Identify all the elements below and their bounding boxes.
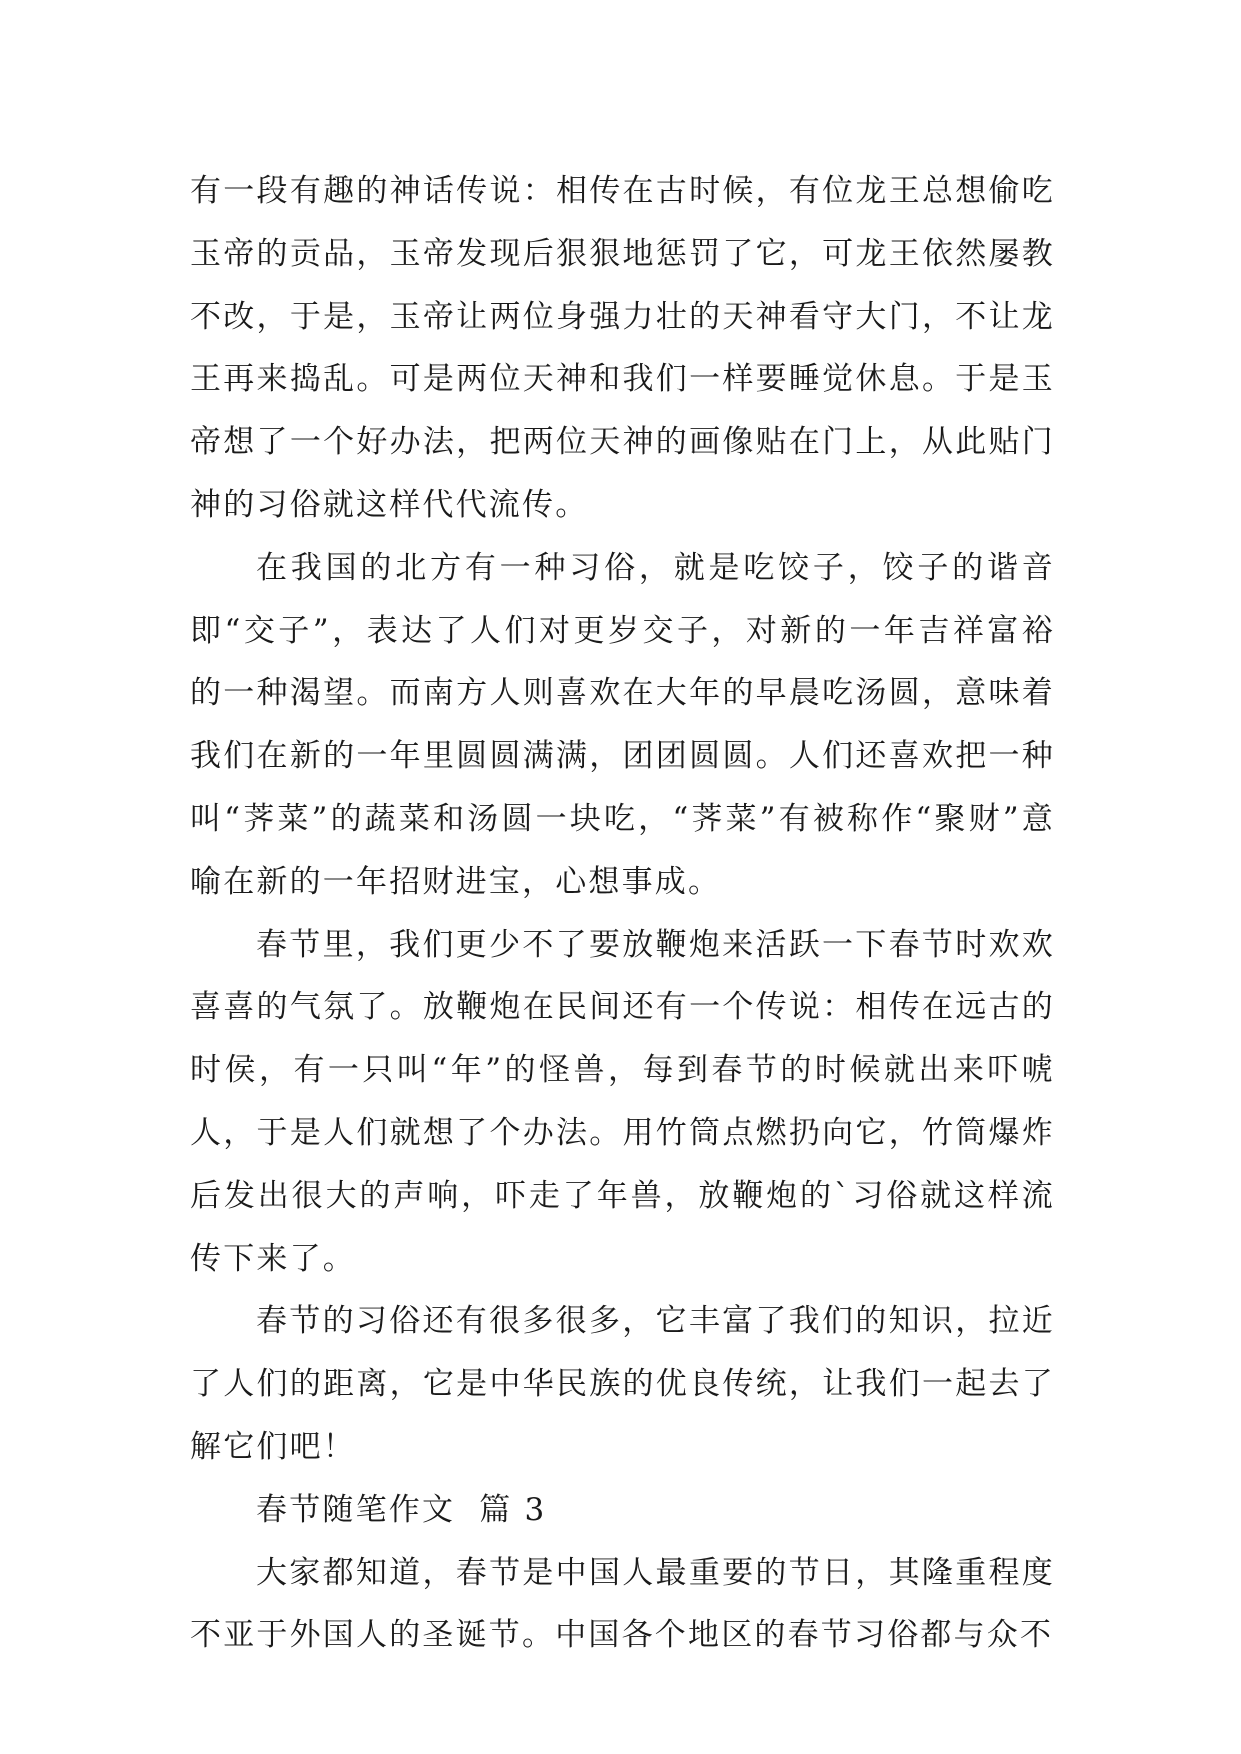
paragraph-firecrackers: 春节里，我们更少不了要放鞭炮来活跃一下春节时欢欢喜喜的气氛了。放鞭炮在民间还有一个传说：相传在远古的时侯，有一只叫“年”的怪兽，每到春节的时候就出来吓唬人，于是人们就想了个办法。用竹筒点燃扔向它，竹筒爆炸后发出很大的声响，吓走了年兽，放鞭炮的`习俗就这样流传下来了。	[190, 926, 1055, 1277]
section-heading: 春节随笔作文 篇 3	[256, 1491, 547, 1528]
paragraph-essay-3-start: 大家都知道，春节是中国人最重要的节日，其隆重程度不亚于外国人的圣诞节。中国各个地区的春节习俗都与众不	[190, 1554, 1055, 1654]
paragraph-dumplings: 在我国的北方有一种习俗，就是吃饺子，饺子的谐音即“交子”，表达了人们对更岁交子，对新的一年吉祥富裕的一种渴望。而南方人则喜欢在大年的早晨吃汤圆，意味着我们在新的一年里圆圆满满，团团圆圆。人们还喜欢把一种叫“荠菜”的蔬菜和汤圆一块吃，“荠菜”有被称作“聚财”意喻在新的一年招财进宝，心想事成。	[190, 549, 1055, 900]
paragraph-conclusion: 春节的习俗还有很多很多，它丰富了我们的知识，拉近了人们的距离，它是中华民族的优良传统，让我们一起去了解它们吧！	[190, 1303, 1055, 1465]
paragraph-door-gods: 有一段有趣的神话传说：相传在古时候，有位龙王总想偷吃玉帝的贡品，玉帝发现后狠狠地惩罚了它，可龙王依然屡教不改，于是，玉帝让两位身强力壮的天神看守大门，不让龙王再来捣乱。可是两位天神和我们一样要睡觉休息。于是玉帝想了一个好办法，把两位天神的画像贴在门上，从此贴门神的习俗就这样代代流传。	[190, 173, 1055, 523]
document-body	[190, 160, 1055, 1667]
